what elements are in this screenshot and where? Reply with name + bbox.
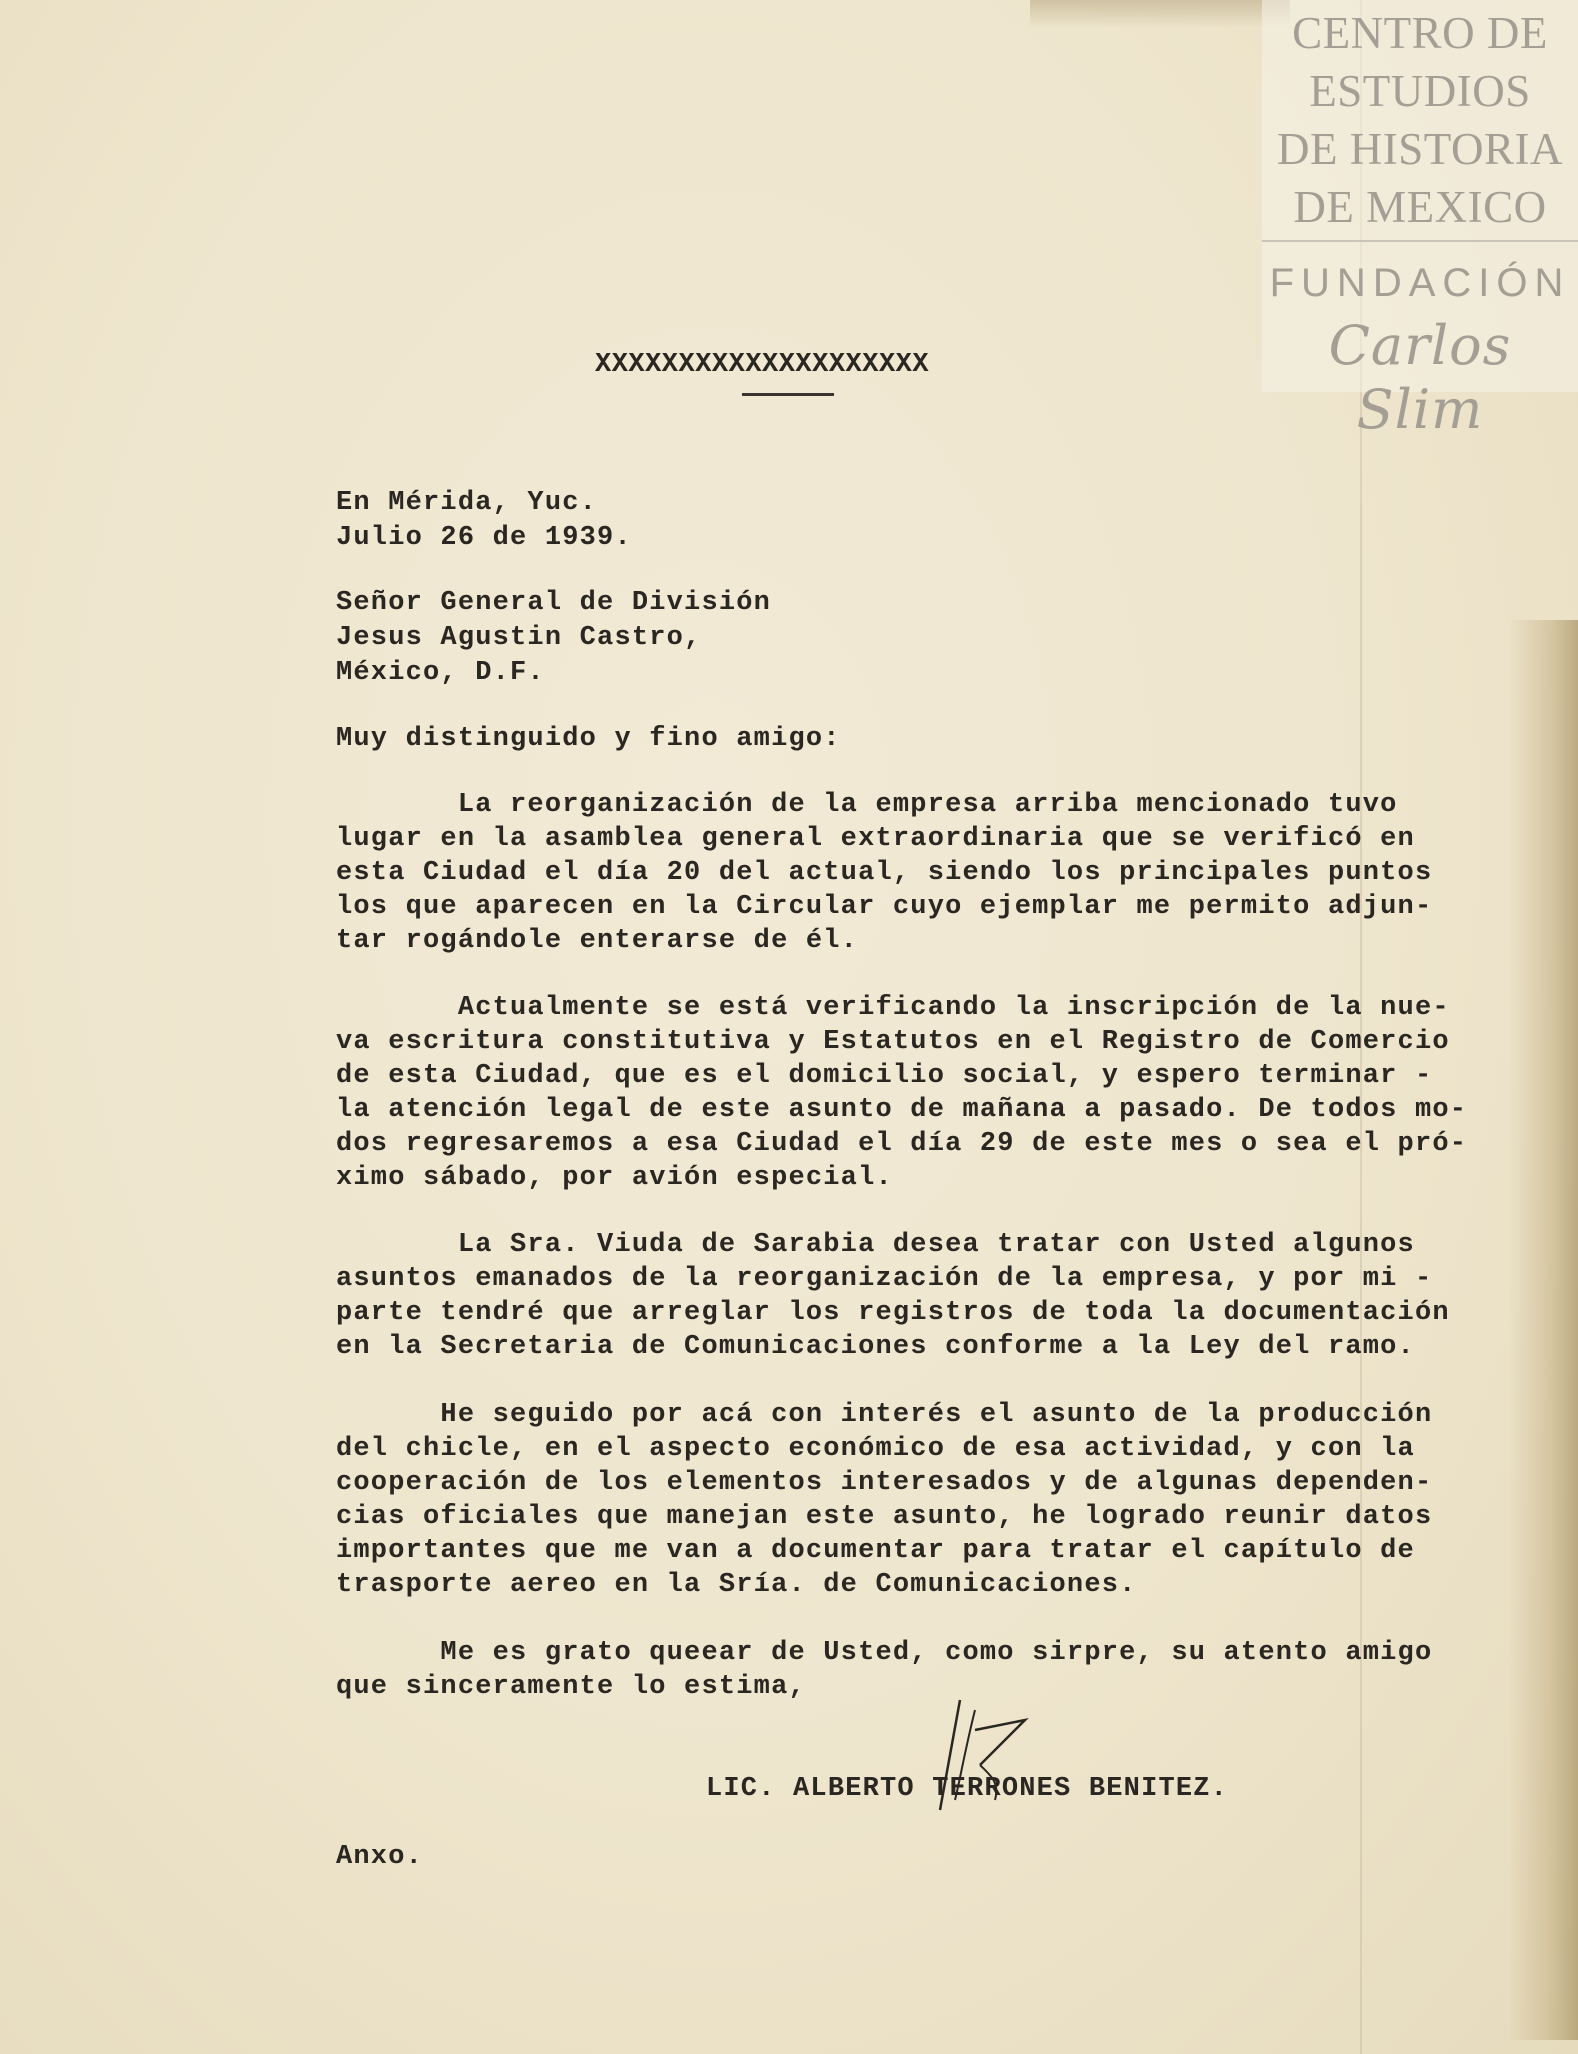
body-paragraph	[336, 1398, 1432, 1602]
enclosure-note: Anxo.	[336, 1842, 424, 1872]
archive-watermark	[1262, 0, 1578, 441]
paper-stain	[1508, 620, 1578, 2040]
paragraph-line: esta Ciudad el día 20 del actual, siendo los principales puntos	[336, 858, 1433, 888]
paragraph-line: de esta Ciudad, que es el domicilio social, y espero terminar -	[336, 1061, 1433, 1091]
paragraph-line: La Sra. Viuda de Sarabia desea tratar con Usted algunos	[336, 1230, 1415, 1260]
paragraph-line: la atención legal de este asunto de mañana a pasado. De todos mo-	[336, 1095, 1468, 1125]
recipient-line: México, D.F.	[336, 658, 545, 688]
paragraph-line: La reorganización de la empresa arriba mencionado tuvo	[336, 790, 1398, 820]
body-paragraph	[336, 788, 1432, 958]
torn-edge	[1030, 0, 1290, 28]
date-line: Julio 26 de 1939.	[336, 523, 632, 553]
paragraph-line: va escritura constitutiva y Estatutos en el Registro de Comercio	[336, 1027, 1450, 1057]
paragraph-line: en la Secretaria de Comunicaciones conforme a la Ley del ramo.	[336, 1332, 1415, 1362]
recipient-line: Señor General de División	[336, 588, 772, 618]
watermark-line: DE MEXICO	[1293, 182, 1547, 232]
heading-underline	[742, 393, 834, 396]
paragraph-line: los que aparecen en la Circular cuyo ejemplar me permito adjun-	[336, 892, 1433, 922]
paragraph-line: Actualmente se está verificando la inscripción de la nue-	[336, 993, 1450, 1023]
closing-paragraph	[336, 1636, 1432, 1704]
paragraph-line: trasporte aereo en la Sría. de Comunicaciones.	[336, 1570, 1137, 1600]
paragraph-line: Me es grato queear de Usted, como sirpre, su atento amigo	[336, 1638, 1433, 1668]
paragraph-line: He seguido por acá con interés el asunto de la producción	[336, 1400, 1433, 1430]
body-paragraph	[336, 991, 1467, 1195]
paragraph-line: asuntos emanados de la reorganización de la empresa, y por mi -	[336, 1264, 1433, 1294]
paragraph-line: del chicle, en el aspecto económico de esa actividad, y con la	[336, 1434, 1415, 1464]
watermark-foundation: FUNDACIÓN	[1269, 261, 1571, 305]
paragraph-line: ximo sábado, por avión especial.	[336, 1163, 893, 1193]
salutation: Muy distinguido y fino amigo:	[336, 724, 841, 754]
signer-name: LIC. ALBERTO TERRONES BENITEZ.	[706, 1774, 1229, 1804]
paragraph-line: cooperación de los elementos interesados y de algunas dependen-	[336, 1468, 1433, 1498]
paragraph-line: tar rogándole enterarse de él.	[336, 926, 859, 956]
paragraph-line: dos regresaremos a esa Ciudad el día 29 de este mes o sea el pró-	[336, 1129, 1468, 1159]
place-line: En Mérida, Yuc.	[336, 488, 598, 518]
paragraph-line: que sinceramente lo estima,	[336, 1672, 806, 1702]
paragraph-line: cias oficiales que manejan este asunto, he logrado reunir datos	[336, 1502, 1433, 1532]
watermark-line: ESTUDIOS	[1309, 66, 1531, 116]
watermark-divider	[1262, 240, 1578, 242]
letter-heading: XXXXXXXXXXXXXXXXXXXX	[595, 350, 930, 380]
paragraph-line: importantes que me van a documentar para tratar el capítulo de	[336, 1536, 1415, 1566]
paragraph-line: lugar en la asamblea general extraordinaria que se verificó en	[336, 824, 1415, 854]
recipient-line: Jesus Agustin Castro,	[336, 623, 702, 653]
watermark-line: CENTRO DE	[1292, 8, 1548, 58]
body-paragraph	[336, 1228, 1450, 1364]
paragraph-line: parte tendré que arreglar los registros de toda la documentación	[336, 1298, 1450, 1328]
watermark-line: DE HISTORIA	[1277, 124, 1563, 174]
watermark-signature-logo: Carlos Slim	[1328, 314, 1512, 441]
